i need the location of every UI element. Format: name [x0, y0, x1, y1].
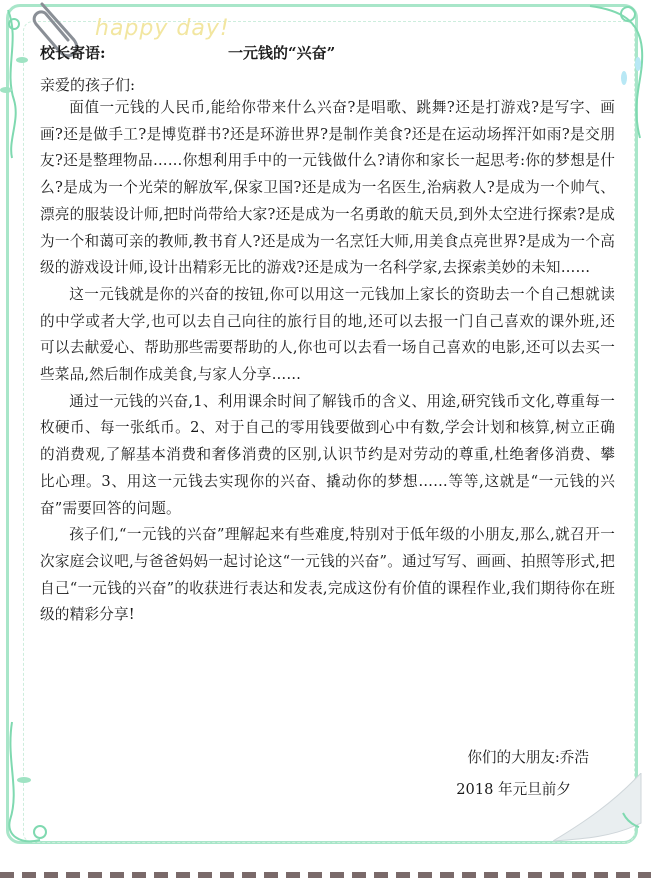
- bottom-left-vine-icon: [0, 720, 70, 850]
- paragraph: 这一元钱就是你的兴奋的按钮,你可以用这一元钱加上家长的资助去一个自己想就读的中学或者大学,也可以去自己向往的旅行目的地,还可以去报一门自己喜欢的课外班,还可以去献爱心、帮助那些需要帮助的人,你也可以去看一场自己喜欢的电影,还可以去买一些菜品,然后制作成美食,与家人分享……: [40, 285, 615, 384]
- happy-day-decoration: happy day!: [95, 16, 230, 41]
- salutation: 亲爱的孩子们:: [40, 76, 136, 94]
- bottom-divider: [0, 872, 651, 878]
- paragraph: 通过一元钱的兴奋,1、利用课余时间了解钱币的含义、用途,研究钱币文化,尊重每一枚硬币、每一张纸币。2、对于自己的零用钱要做到心中有数,学会计划和核算,树立正确的消费观,了解基本消费和奢侈消费的区别,认识节约是对劳动的尊重,杜绝奢侈消费、攀比心理。3、用这一元钱去实现你的兴奋、撬动你的梦想……等等,这就是“一元钱的兴奋”需要回答的问题。: [40, 392, 615, 517]
- signature-date: 2018 年元旦前夕: [456, 781, 571, 798]
- page-curl-icon: [553, 773, 643, 843]
- paragraph: 面值一元钱的人民币,能给你带来什么兴奋?是唱歌、跳舞?还是打游戏?是写字、画画?还是做手工?是博览群书?还是环游世界?是制作美食?还是在运动场挥汗如雨?是交朋友?还是整理物品……你想利用手中的一元钱做什么?请你和家长一起思考:你的梦想是什么?是成为一个光荣的解放军,保家卫国?还是成为一名医生,治病救人?是成为一个帅气、漂亮的服装设计师,把时尚带给大家?还是成为一名勇敢的航天员,到外太空进行探索?是成为一个和蔼可亲的教师,教书育人?还是成为一名烹饪大师,用美食点亮世界?是成为一个高级的游戏设计师,设计出精彩无比的游戏?还是成为一名科学家,去探索美妙的未知……: [40, 99, 615, 277]
- page-title: 一元钱的“兴奋”: [228, 44, 336, 62]
- letter-body: [40, 95, 615, 629]
- signature-name: 你们的大朋友:乔浩: [467, 749, 589, 766]
- paragraph: 孩子们,“一元钱的兴奋”理解起来有些难度,特别对于低年级的小朋友,那么,就召开一次家庭会议吧,与爸爸妈妈一起讨论这“一元钱的兴奋”。通过写写、画画、拍照等形式,把自己“一元钱的兴奋”的收获进行表达和发表,完成这份有价值的课程作业,我们期待你在班级的精彩分享!: [40, 526, 615, 624]
- principal-message-label: 校长寄语:: [40, 44, 106, 62]
- document-header: [40, 42, 630, 66]
